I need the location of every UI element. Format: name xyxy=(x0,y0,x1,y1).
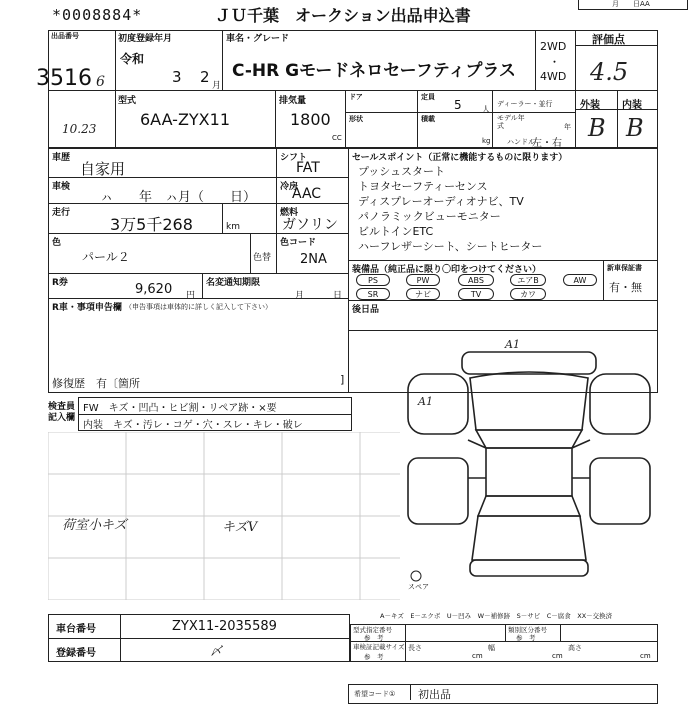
repair-close: ] xyxy=(340,373,345,386)
transfer-label: 名変通知期限 xyxy=(206,278,261,288)
equip-tv[interactable]: TV xyxy=(458,288,494,300)
dims-sub: 参 考 xyxy=(364,653,384,661)
fuel-value: ガソリン xyxy=(282,217,338,233)
equip-sr[interactable]: SR xyxy=(356,288,390,300)
dealer-label: ディーラー・並行 xyxy=(497,100,553,108)
mileage-label: 走行 xyxy=(52,208,71,218)
form-title: ＪＵ千葉 オークション出品申込書 xyxy=(215,6,471,25)
car-left-front-view xyxy=(408,374,468,434)
score-value: 4.5 xyxy=(590,58,629,86)
handle-label: ハンドル xyxy=(507,138,535,146)
car-windshield xyxy=(476,430,582,448)
dims-unit-length: cm xyxy=(472,652,483,660)
model-value: 6AA-ZYX11 xyxy=(140,110,230,129)
dims-unit-height: cm xyxy=(640,652,651,660)
new-record-value: 有・無 xyxy=(609,281,642,294)
sales-point-item: トヨタセーフティーセンス xyxy=(358,180,488,193)
inspector-row2: 内装 キズ・汚レ・コゲ・穴・スレ・キレ・破レ xyxy=(83,420,303,431)
color-type-label: 色替 xyxy=(253,253,272,263)
loading-label: 積載 xyxy=(421,115,435,123)
recycle-unit: 円 xyxy=(186,291,196,301)
equip-navi[interactable]: ナビ xyxy=(406,288,440,300)
recycle-value: 9,620 xyxy=(135,282,173,297)
car-front-bumper xyxy=(462,352,596,374)
aircon-value: AAC xyxy=(292,186,322,202)
modelyear-label: モデル年式 xyxy=(497,114,525,130)
category-sub: 参 考 xyxy=(516,634,536,642)
car-rear-window xyxy=(478,496,580,516)
top-right-date: 月 日AA xyxy=(612,0,650,8)
recycle-label: R券 xyxy=(52,278,68,288)
inspector-label: 検査員記入欄 xyxy=(48,402,76,423)
capacity-unit: 人 xyxy=(482,105,490,114)
first-reg-label: 初度登録年月 xyxy=(118,34,173,44)
notes-label: R車・事項申告欄 xyxy=(52,303,122,313)
equip-aw[interactable]: AW xyxy=(563,274,597,286)
equip-ps[interactable]: PS xyxy=(356,274,390,286)
serial-number: *0008884* xyxy=(52,6,143,24)
score-label: 評価点 xyxy=(592,33,625,46)
inspection-label: 車検 xyxy=(52,182,71,192)
handle-value: 左・右 xyxy=(532,138,562,149)
hope-code-label: 希望コード① xyxy=(354,690,396,698)
mileage-unit: km xyxy=(226,222,240,232)
loading-unit: kg xyxy=(482,137,491,145)
car-left-side xyxy=(408,458,468,524)
equip-airbag[interactable]: エアB xyxy=(510,274,546,286)
inspector-row1: FW キズ・凹凸・ヒビ割・リペア跡・×要 xyxy=(83,403,277,414)
handwritten-note-trunk: 荷室小キズ xyxy=(62,518,127,533)
sales-point-item: ディスプレーオーディオナビ、TV xyxy=(358,195,524,208)
rear-label: 後日品 xyxy=(352,305,380,315)
color-value: パール２ xyxy=(82,250,130,264)
shape-label: 形状 xyxy=(349,115,363,123)
interior-grade: B xyxy=(626,114,644,142)
model-desig-sub: 参 考 xyxy=(364,634,384,642)
notes-sub: （申告事項は車体的に詳しく記入して下さい） xyxy=(125,303,272,311)
diagram-mark-front: A1 xyxy=(505,338,520,351)
sales-point-item: パノラミックビューモニター xyxy=(358,210,501,223)
exterior-label: 外装 xyxy=(580,100,600,111)
sales-points-list xyxy=(358,164,542,254)
capacity-label: 定員 xyxy=(421,93,435,101)
dims-length: 長さ xyxy=(408,644,422,652)
dims-label: 車検証記載サイズ xyxy=(353,643,405,651)
car-trunk xyxy=(472,516,586,560)
interior-label: 内装 xyxy=(622,100,642,111)
lot-handwritten: 10.23 xyxy=(62,122,97,136)
sales-points-label: セールスポイント（正常に機能するものに限ります） xyxy=(352,153,568,163)
equipment-label: 装備品（純正品に限り〇印をつけてください） xyxy=(352,265,542,275)
shift-label: シフト xyxy=(280,153,308,163)
model-label: 型式 xyxy=(118,96,137,106)
car-name-label: 車名・グレード xyxy=(226,34,290,44)
lot-number: 3516 xyxy=(36,66,92,91)
car-damage-diagram xyxy=(400,338,658,598)
first-reg-month-unit: 月 xyxy=(212,81,222,91)
modelyear-unit: 年 xyxy=(564,123,571,131)
new-record-label: 新車保証書 xyxy=(607,264,642,272)
capacity-value: 5 xyxy=(454,98,462,112)
doors-label: ドア xyxy=(349,93,363,101)
damage-legend: A－キズ E－エクボ U－凹み W－補修跡 S－サビ C－腐食 XX－交換済 xyxy=(380,612,613,620)
displacement-label: 排気量 xyxy=(279,96,307,106)
spare-tire-icon xyxy=(411,571,421,581)
lot-suffix: 6 xyxy=(96,74,105,90)
history-value: 自家用 xyxy=(80,160,126,178)
sales-point-item: ビルトインETC xyxy=(358,225,434,238)
registration-label: 登録番号 xyxy=(56,648,96,659)
handwritten-note-scratch: キズV xyxy=(222,520,258,535)
drive-4wd: 4WD xyxy=(540,70,567,83)
displacement-unit: CC xyxy=(332,134,342,142)
exhibit-label: 出品番号 xyxy=(51,32,79,40)
equip-abs[interactable]: ABS xyxy=(458,274,494,286)
spare-label: スペア xyxy=(408,583,429,591)
color-code-label: 色コード xyxy=(280,238,317,248)
equip-leather[interactable]: カワ xyxy=(510,288,546,300)
chassis-label: 車台番号 xyxy=(56,624,96,635)
color-label: 色 xyxy=(52,238,62,248)
transfer-month: 月 xyxy=(295,291,305,301)
equip-pw[interactable]: PW xyxy=(406,274,440,286)
dims-width: 幅 xyxy=(488,644,495,652)
model-desig-label: 型式指定番号 xyxy=(353,626,392,634)
car-roof xyxy=(486,448,572,496)
car-right-side xyxy=(590,458,650,524)
first-reg-year: 3 xyxy=(172,68,182,86)
drive-dot: ・ xyxy=(550,58,560,68)
diagram-mark-side: A1 xyxy=(418,395,433,408)
drive-2wd: 2WD xyxy=(540,40,567,53)
dims-height: 高さ xyxy=(568,644,582,652)
mileage-value: 3万5千268 xyxy=(110,215,193,234)
repair-history: 修復歴 有〔箇所 xyxy=(52,377,140,390)
inspection-value: ㇵ 年 ㇵ月（ 日） xyxy=(100,190,257,205)
registration-value: 〆 xyxy=(210,644,223,658)
dims-unit-width: cm xyxy=(552,652,563,660)
transfer-day: 日 xyxy=(333,291,343,301)
first-reg-month: 2 xyxy=(200,68,210,86)
fuel-label: 燃料 xyxy=(280,208,299,218)
history-label: 車歴 xyxy=(52,153,71,163)
color-code-value: 2NA xyxy=(300,252,327,267)
displacement-value: 1800 xyxy=(290,110,331,129)
car-name: C-HR Gモードネロセーフティプラス xyxy=(232,61,516,81)
category-label: 類別区分番号 xyxy=(508,626,547,634)
chassis-value: ZYX11-2035589 xyxy=(172,619,277,634)
car-hood xyxy=(470,372,588,430)
sales-point-item: プッシュスタート xyxy=(358,165,446,178)
shift-value: FAT xyxy=(296,160,320,176)
aircon-label: 冷房 xyxy=(280,182,299,192)
hope-code-value: 初出品 xyxy=(418,688,451,701)
exterior-grade: B xyxy=(588,114,606,142)
sales-point-item: ハーフレザーシート、シートヒーター xyxy=(358,240,543,253)
first-reg-era: 令和 xyxy=(120,52,145,66)
car-right-front-view xyxy=(590,374,650,434)
car-rear-bumper xyxy=(470,560,588,576)
